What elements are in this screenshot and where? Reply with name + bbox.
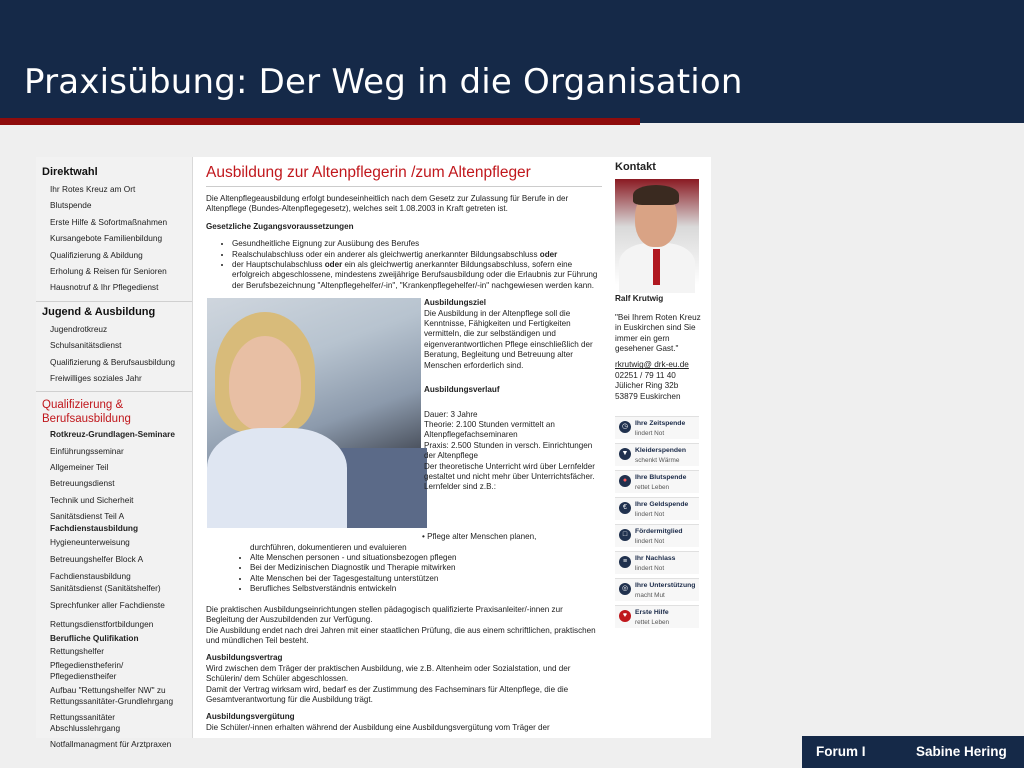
- widget-sub: rettet Leben: [635, 484, 670, 492]
- widget-blutspende[interactable]: [615, 470, 699, 493]
- nav-item[interactable]: Blutspende: [50, 200, 92, 211]
- widget-title: Kleiderspenden: [635, 447, 686, 455]
- training-text: [424, 298, 602, 493]
- nav-item[interactable]: Sanitätsdienst (Sanitätshelfer): [50, 582, 161, 593]
- requirements-list: [206, 239, 602, 291]
- list-item-text: Realschulabschluss oder ein anderer als gleichwertig anerkannter Bildungsabschluss: [232, 249, 540, 259]
- pay-text: Die Schüler/-innen erhalten während der Ausbildung eine Ausbildungsvergütung vom Träger der: [206, 722, 550, 732]
- footer-event: Forum I: [816, 744, 866, 759]
- goal-text: Die Ausbildung in der Altenpflege soll die Kenntnisse, Fähigkeiten und Fertigkeiten vermitteln, die zur selbständigen und eigenverantwortlichen Pflege einschließlich der Beratung, Begleitung und Betreuung alter Menschen erforderlich sind.: [424, 308, 593, 370]
- nav-item[interactable]: Einführungsseminar: [50, 445, 124, 456]
- website-screenshot: [36, 157, 711, 749]
- list-item: • Gesundheitliche Eignung zur Ausübung des Berufes: [232, 239, 602, 249]
- students-photo: [207, 298, 421, 526]
- nav-item[interactable]: Betreuungshelfer Block A: [50, 553, 144, 564]
- nav-item[interactable]: Kursangebote Familienbildung: [50, 233, 163, 244]
- portrait-hair: [633, 185, 679, 205]
- title-divider: [206, 186, 602, 187]
- widget-nachlass[interactable]: [615, 551, 699, 574]
- widget-geldspende[interactable]: [615, 497, 699, 520]
- nav-item[interactable]: Rettungshelfer: [50, 646, 104, 657]
- nav-item[interactable]: Freiwilliges soziales Jahr: [50, 372, 142, 383]
- nav-item[interactable]: Hausnotruf & Ihr Pflegedienst: [50, 282, 159, 293]
- contract-heading: Ausbildungsvertrag: [206, 653, 283, 663]
- list-item: [232, 250, 602, 260]
- pay-heading: Ausbildungsvergütung: [206, 712, 295, 722]
- widget-zeitspende[interactable]: [615, 416, 699, 439]
- nav-item[interactable]: Rettungssanitäter: [50, 711, 116, 722]
- shirt-icon: ▼: [619, 448, 631, 460]
- slide-footer: [802, 736, 1024, 768]
- learnfield-first: • Pflege alter Menschen planen,: [422, 532, 537, 542]
- list-item-text: ein als gleichwertig anerkannter Bildungsabschluss, sofern eine erfolgreich abgeschlossene, mindestens zweijährige Berufsausbildung oder die Erlaubnis zur Führung der Berufsbezeichnung "Altenpflegehelfer/-in", "Krankenpflegehelfer/-in" nachgewiesen werden kann.: [232, 260, 598, 290]
- widget-sub: schenkt Wärme: [635, 457, 680, 465]
- widget-sub: lindert Not: [635, 565, 665, 573]
- widget-erste-hilfe[interactable]: [615, 605, 699, 628]
- portrait-tie: [653, 249, 660, 285]
- list-item-text: der Hauptschulabschluss: [232, 260, 325, 270]
- nav-item[interactable]: Pflegedienstheferin/: [50, 659, 124, 670]
- nav-item[interactable]: Jugendrotkreuz: [50, 323, 108, 334]
- nav-item[interactable]: Betreuungsdienst: [50, 478, 115, 489]
- nav-item[interactable]: Pflegedienstheifer: [50, 671, 117, 682]
- nav-subheading[interactable]: Berufliche Qulifikation: [50, 632, 139, 643]
- nav-item[interactable]: Qualifizierung & Abildung: [50, 249, 143, 260]
- widget-title: Ihre Geldspende: [635, 501, 689, 509]
- learnfield-continued: durchführen, dokumentieren und evaluieren: [250, 542, 407, 552]
- nav-item[interactable]: Ihr Rotes Kreuz am Ort: [50, 184, 136, 194]
- goal-heading: Ausbildungsziel: [424, 298, 487, 308]
- requirements-heading: Gesetzliche Zugangsvoraussetzungen: [206, 221, 354, 231]
- title-underline-red: [0, 118, 640, 125]
- widget-title: Ihre Blutspende: [635, 474, 687, 482]
- contact-sidebar: [615, 157, 711, 632]
- nav-item-active[interactable]: Rotkreuz-Grundlagen-Seminare: [50, 429, 175, 440]
- widget-title: Fördermitglied: [635, 528, 683, 536]
- contact-name: Ralf Krutwig: [615, 294, 664, 304]
- nav-item[interactable]: Abschlusslehrgang: [50, 723, 121, 734]
- list-item: • Alte Menschen bei der Tagesgestaltung unterstützen: [250, 574, 602, 584]
- document-icon: ≡: [619, 556, 631, 568]
- list-item-or: oder: [539, 249, 558, 259]
- nav-heading-direktwahl: Direktwahl: [42, 166, 98, 178]
- learnfield-list: [206, 553, 602, 595]
- widget-title: Ihr Nachlass: [635, 555, 676, 563]
- widget-foerdermitglied[interactable]: [615, 524, 699, 547]
- member-icon: □: [619, 529, 631, 541]
- photo-face: [229, 336, 301, 431]
- footer-author: Sabine Hering: [916, 744, 1007, 759]
- contact-photo: [615, 179, 699, 285]
- list-item: • Bei der Medizinischen Diagnostik und Therapie mitwirken: [250, 563, 602, 573]
- nav-item[interactable]: Sprechfunker aller Fachdienste: [50, 600, 165, 611]
- nav-item[interactable]: Rettungsdienstfortbildungen: [50, 619, 154, 630]
- page-title: Ausbildung zur Altenpflegerin /zum Altenpfleger: [206, 164, 531, 181]
- contact-quote: "Bei Ihrem Roten Kreuz in Euskirchen sind Sie immer ein gern gesehener Gast.": [615, 312, 701, 354]
- widget-sub: macht Mut: [635, 592, 665, 600]
- widget-title: Ihre Zeitspende: [635, 420, 686, 428]
- contact-email-link[interactable]: rkrutwig@ drk-eu.de: [615, 360, 689, 370]
- list-item: • Berufliches Selbstverständnis entwickeln: [250, 584, 602, 594]
- list-item: • Alte Menschen personen - und situationsbezogen pflegen: [250, 553, 602, 563]
- list-item: [232, 260, 602, 291]
- learnfield-text: Pflege alter Menschen planen,: [427, 532, 537, 542]
- donation-widgets: [615, 416, 711, 628]
- euro-icon: €: [619, 502, 631, 514]
- nav-item[interactable]: Erholung & Reisen für Senioren: [50, 265, 167, 276]
- practice-paragraph: Die praktischen Ausbildungseinrichtungen stellen pädagogisch qualifizierte Praxisanleiter/-innen zur Begleitung der Auszubildenden zur Verfügung. Die Ausbildung endet nach drei Jahren mit einer staatlichen Prüfung, die aus einem schriftlichen, praktischen und mündlichen Teil besteht.: [206, 604, 596, 645]
- nav-item[interactable]: Fachdienstausbildung: [50, 571, 131, 582]
- widget-kleiderspenden[interactable]: [615, 443, 699, 466]
- slide-title: Praxisübung: Der Weg in die Organisation: [24, 62, 743, 102]
- widget-title: Erste Hilfe: [635, 609, 669, 617]
- left-navigation: [36, 157, 193, 749]
- nav-item[interactable]: Notfallmanagment für Arztpraxen: [50, 738, 172, 749]
- slide-header: [0, 0, 1024, 123]
- image-text-block: [206, 298, 602, 532]
- clock-icon: ◷: [619, 421, 631, 433]
- contract-text: Wird zwischen dem Träger der praktischen Ausbildung, wie z.B. Altenheim oder Sozialstation, und der Schülerin/ dem Schüler abgeschlossen. Damit der Vertrag wirksam wird, bedarf es der Zustimmung des Fachseminars für Altenpflege, die die Gesamtverantwortung für die Ausbildung trägt.: [206, 663, 571, 704]
- nav-heading-qualifizierung: Qualifizierung & Berufsausbildung: [42, 399, 131, 426]
- nav-item[interactable]: Qualifizierung & Berufsausbildung: [50, 356, 175, 367]
- course-heading: Ausbildungsverlauf: [424, 385, 500, 395]
- nav-item[interactable]: Hygieneunterweisung: [50, 537, 130, 548]
- widget-sub: rettet Leben: [635, 619, 670, 627]
- contact-phone: 02251 / 79 11 40: [615, 370, 676, 380]
- nav-item[interactable]: Sanitätsdienst Teil A: [50, 511, 125, 522]
- contact-street: Jülicher Ring 32b: [615, 381, 679, 391]
- widget-sub: lindert Not: [635, 538, 665, 546]
- intro-paragraph: Die Altenpflegeausbildung erfolgt bundeseinheitlich nach dem Gesetz zur Zulassung für Berufe in der Altenpflege (Bundes-Altenpflegegesetz), welches seit 1.08.2003 in Kraft getreten ist.: [206, 194, 569, 214]
- nav-subheading[interactable]: Fachdienstausbildung: [50, 522, 139, 533]
- globe-icon: ◎: [619, 583, 631, 595]
- contact-heading: Kontakt: [615, 161, 656, 173]
- heart-icon: ♥: [619, 610, 631, 622]
- contact-city: 53879 Euskirchen: [615, 391, 681, 401]
- widget-sub: lindert Not: [635, 430, 665, 438]
- nav-item[interactable]: Schulsanitätsdienst: [50, 340, 122, 351]
- nav-item[interactable]: Aufbau "Rettungshelfer NW" zu: [50, 684, 166, 695]
- drop-icon: ●: [619, 475, 631, 487]
- nav-item[interactable]: Erste Hilfe & Sofortmaßnahmen: [50, 216, 168, 227]
- widget-title: Ihre Unterstützung: [635, 582, 696, 590]
- main-content: [206, 157, 602, 733]
- photo-shirt: [207, 428, 347, 528]
- nav-item[interactable]: Technik und Sicherheit: [50, 494, 134, 505]
- course-text: Dauer: 3 Jahre Theorie: 2.100 Stunden vermittelt an Altenpflegefachseminaren Praxis: 2.500 Stunden in versch. Einrichtungen der Altenpflege Der theoretische Unterricht wird über Lernfelder gestaltet und nicht mehr über Unterrichtsfächer. Lernfelder sind z.B.:: [424, 409, 595, 492]
- widget-unterstuetzung[interactable]: [615, 578, 699, 601]
- list-item-or: oder: [324, 260, 343, 270]
- nav-item[interactable]: Rettungssanitäter-Grundlehrgang: [50, 696, 174, 707]
- nav-heading-jugend: Jugend & Ausbildung: [42, 305, 156, 318]
- nav-item[interactable]: Allgemeiner Teil: [50, 462, 109, 473]
- widget-sub: lindert Not: [635, 511, 665, 519]
